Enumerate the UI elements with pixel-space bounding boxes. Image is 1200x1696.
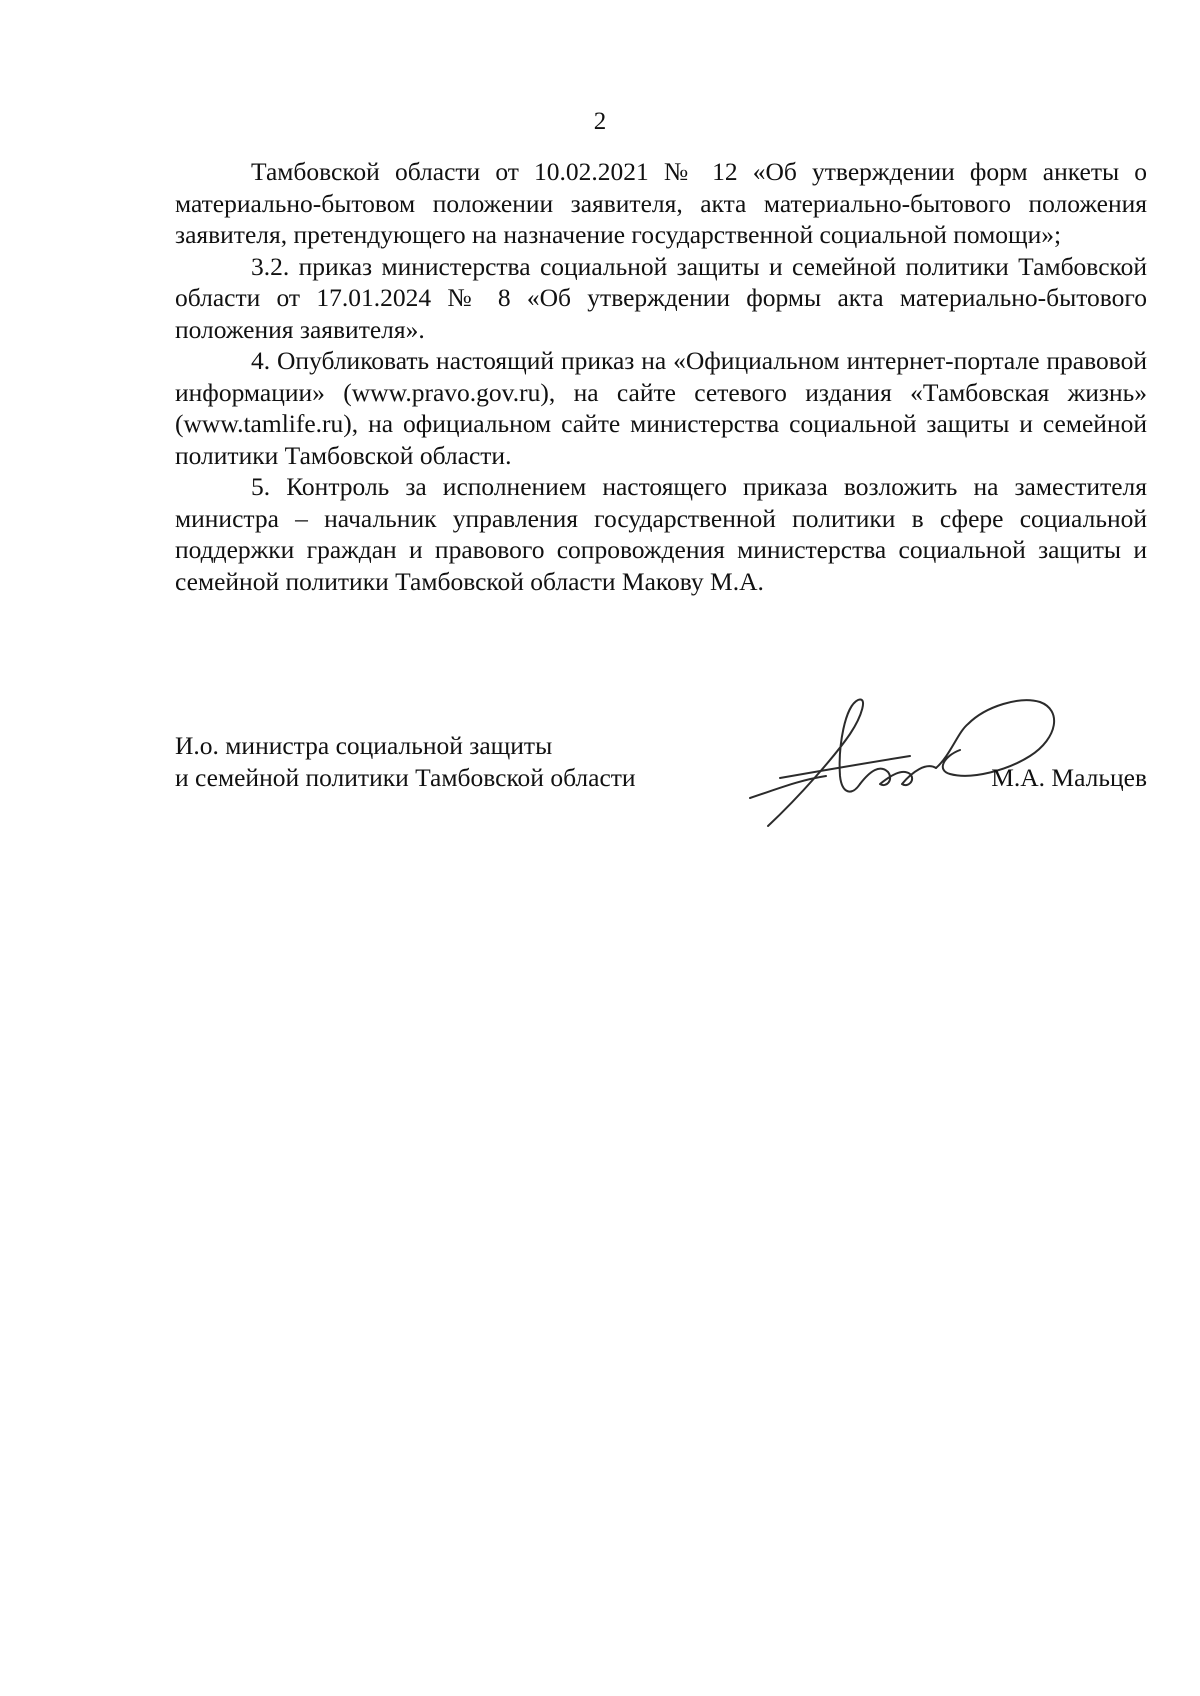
signer-position-line-2: и семейной политики Тамбовской области — [175, 762, 636, 792]
document-body — [175, 156, 1147, 597]
paragraph-4: 4. Опубликовать настоящий приказ на «Официальном интернет-портале правовой информации» (www.pravo.gov.ru), на сайте сетевого издания «Тамбовская жизнь» (www.tamlife.ru), на официальном сайте министерства социальной защиты и семейной политики Тамбовской области. — [175, 346, 1147, 470]
signer-position — [175, 730, 636, 793]
paragraph-3-2: 3.2. приказ министерства социальной защиты и семейной политики Тамбовской области от 17.01.2024 № 8 «Об утверждении формы акта материально-бытового положения заявителя». — [175, 251, 1147, 344]
paragraph-continuation: Тамбовской области от 10.02.2021 № 12 «Об утверждении форм анкеты о материально-бытовом положении заявителя, акта материально-бытового положения заявителя, претендующего на назначение государственной социальной помощи»; — [175, 157, 1147, 249]
handwritten-signature — [740, 676, 1100, 836]
signer-position-line-1: И.о. министра социальной защиты — [175, 731, 553, 760]
paragraph-5: 5. Контроль за исполнением настоящего приказа возложить на заместителя министра – начальник управления государственной политики в сфере социальной поддержки граждан и правового сопровождения министерства социальной защиты и семейной политики Тамбовской области Макову М.А. — [175, 472, 1147, 596]
page-number: 2 — [593, 108, 607, 135]
signer-name: М.А. Мальцев — [991, 763, 1147, 792]
